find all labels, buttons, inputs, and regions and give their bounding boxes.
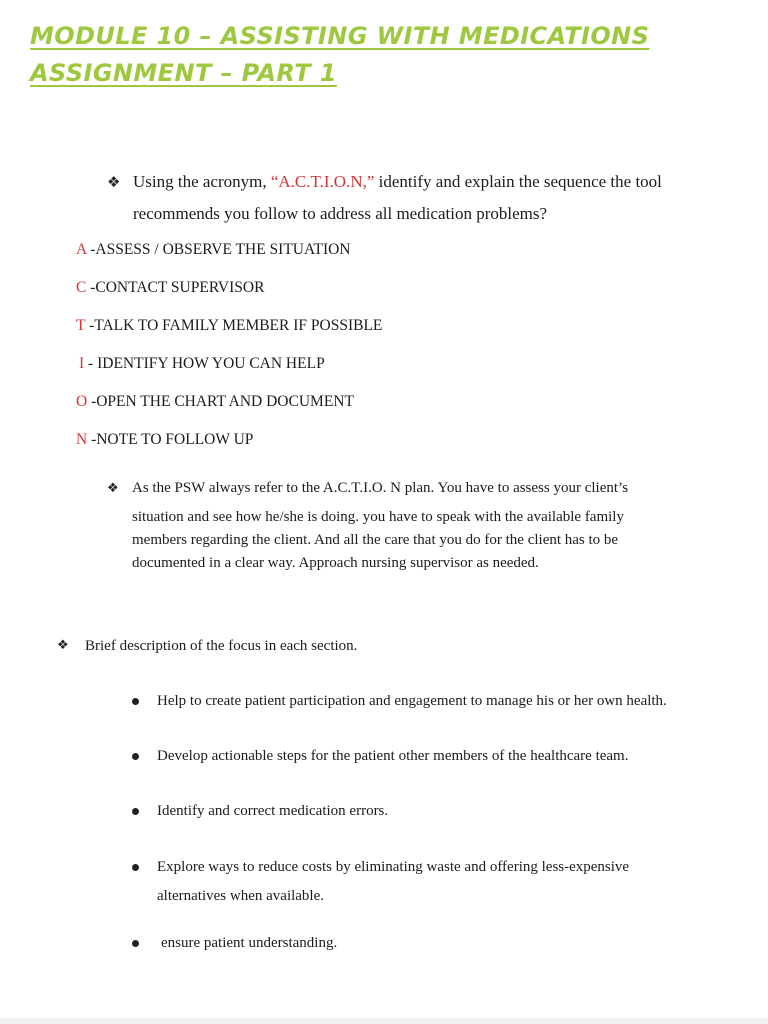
acronym-item-o: [76, 393, 354, 411]
acronym-text: - IDENTIFY HOW YOU CAN HELP: [84, 355, 325, 372]
round-bullet-icon: [132, 940, 139, 947]
answer-line: As the PSW always refer to the A.C.T.I.O. N plan. You have to assess your client’s: [132, 480, 629, 496]
acronym-letter: N: [76, 431, 88, 448]
list-item: Help to create patient participation and engagement to manage his or her own health.: [157, 693, 667, 709]
acronym-item-n: [76, 431, 253, 449]
acronym-letter: C: [76, 279, 87, 296]
acronym-letter: I: [79, 355, 85, 372]
list-item: Identify and correct medication errors.: [157, 803, 389, 819]
acronym-text: -OPEN THE CHART AND DOCUMENT: [87, 393, 354, 410]
page-bottom-edge: [0, 1018, 768, 1024]
acronym-text: -CONTACT SUPERVISOR: [86, 279, 265, 296]
acronym-item-t: [76, 317, 382, 335]
round-bullet-icon: [132, 753, 139, 760]
diamond-bullet-icon: ❖: [107, 173, 121, 191]
assignment-title: ASSIGNMENT – PART 1: [30, 59, 337, 87]
acronym-text: -ASSESS / OBSERVE THE SITUATION: [86, 241, 351, 258]
answer-line: situation and see how he/she is doing. you have to speak with the available family: [132, 509, 624, 525]
acronym-letter: T: [76, 317, 86, 334]
round-bullet-icon: [132, 698, 139, 705]
acronym-text: -NOTE TO FOLLOW UP: [87, 431, 254, 448]
section-heading: Brief description of the focus in each section.: [85, 638, 358, 654]
acronym-item-i: [79, 355, 325, 373]
round-bullet-icon: [132, 808, 139, 815]
diamond-bullet-icon: ❖: [57, 638, 69, 653]
acronym-item-a: [76, 241, 351, 259]
answer-line: documented in a clear way. Approach nursing supervisor as needed.: [132, 555, 539, 571]
module-title: MODULE 10 – ASSISTING WITH MEDICATIONS: [30, 22, 650, 50]
question-line-2: recommends you follow to address all medication problems?: [133, 204, 548, 223]
round-bullet-icon: [132, 864, 139, 871]
acronym-letter: A: [76, 241, 87, 258]
acronym-item-c: [76, 279, 264, 297]
question-prefix: Using the acronym,: [133, 172, 271, 191]
list-item: ensure patient understanding.: [161, 935, 338, 951]
acronym-text: -TALK TO FAMILY MEMBER IF POSSIBLE: [85, 317, 383, 334]
list-item-continuation: alternatives when available.: [157, 888, 325, 904]
list-item: Explore ways to reduce costs by eliminating waste and offering less-expensive: [157, 859, 630, 875]
question-acronym: “A.C.T.I.O.N,”: [270, 172, 375, 191]
diamond-bullet-icon: ❖: [107, 481, 119, 496]
acronym-letter: O: [76, 393, 88, 410]
list-item: Develop actionable steps for the patient other members of the healthcare team.: [157, 748, 629, 764]
question-line-1: [133, 166, 662, 198]
answer-line: members regarding the client. And all the care that you do for the client has to be: [132, 532, 619, 548]
question-suffix: identify and explain the sequence the tool: [374, 172, 662, 191]
